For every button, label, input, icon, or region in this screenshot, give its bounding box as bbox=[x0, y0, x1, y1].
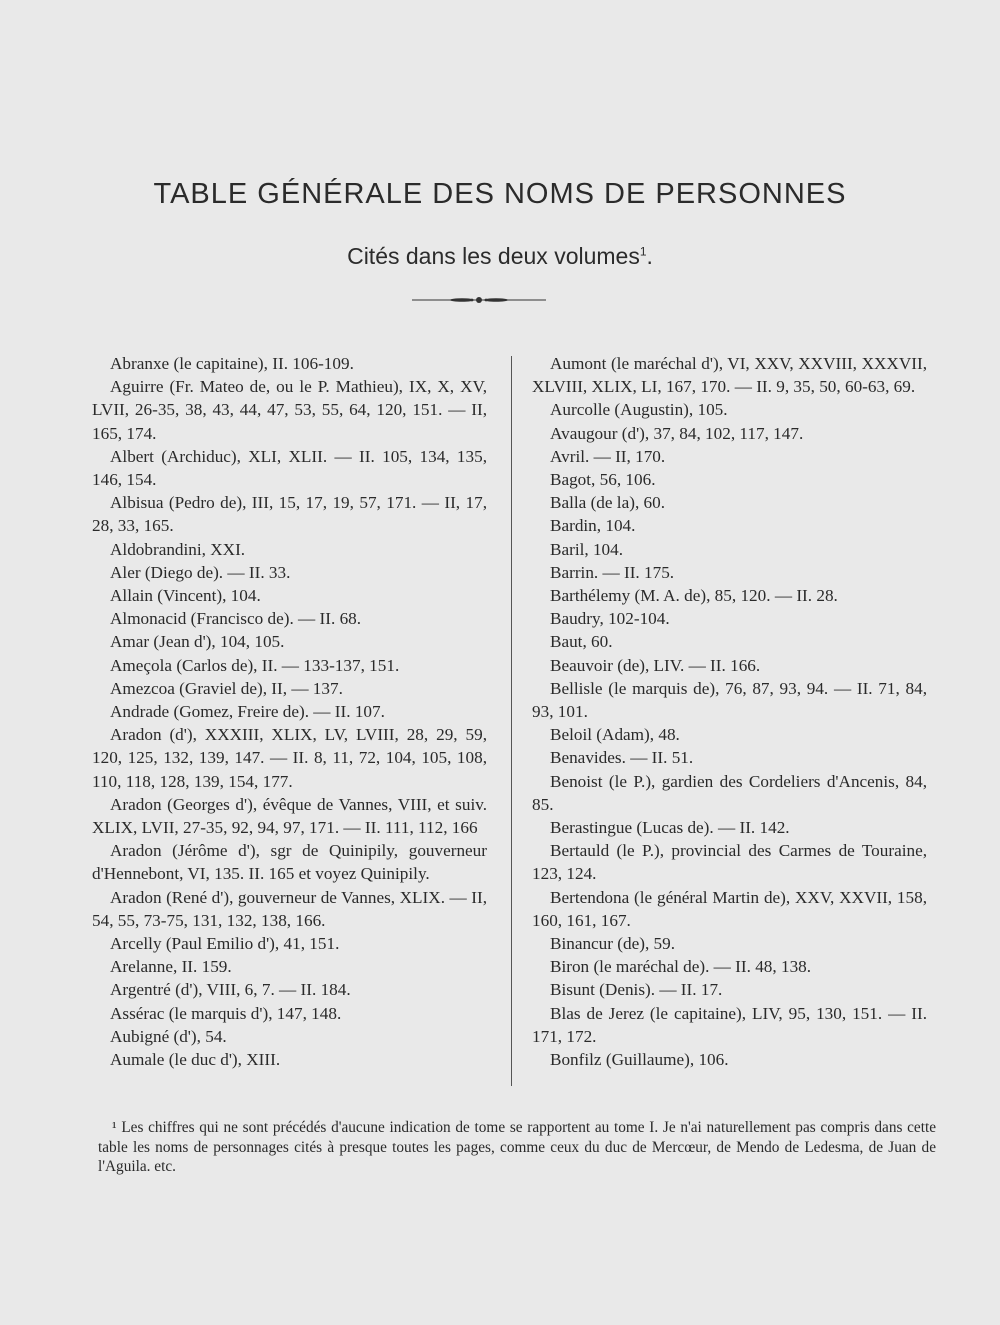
index-entry: Bellisle (le marquis de), 76, 87, 93, 94. — II. 71, 84, 93, 101. bbox=[532, 678, 927, 722]
column-divider bbox=[511, 356, 512, 1086]
index-entry: Aradon (René d'), gouverneur de Vannes, XLIX. — II, 54, 55, 73-75, 131, 132, 138, 166. bbox=[92, 887, 487, 930]
index-entry: Bertauld (le P.), provincial des Carmes de Touraine, 123, 124. bbox=[532, 841, 927, 884]
index-entry: Andrade (Gomez, Freire de). — II. 107. bbox=[110, 702, 385, 722]
index-entry: Blas de Jerez (le capitaine), LIV, 95, 130, 151. — II. 171, 172. bbox=[532, 1003, 927, 1046]
index-entry: Aurcolle (Augustin), 105. bbox=[550, 400, 728, 420]
index-entry: Argentré (d'), VIII, 6, 7. — II. 184. bbox=[110, 980, 351, 1000]
index-entry: Arcelly (Paul Emilio d'), 41, 151. bbox=[110, 934, 340, 954]
index-entry: Almonacid (Francisco de). — II. 68. bbox=[110, 609, 362, 629]
index-entry: Berastingue (Lucas de). — II. 142. bbox=[550, 818, 790, 838]
index-entry: Barrin. — II. 175. bbox=[550, 562, 675, 582]
index-entry: Albisua (Pedro de), III, 15, 17, 19, 57, 171. — II, 17, 28, 33, 165. bbox=[92, 493, 487, 536]
page-subtitle: Cités dans les deux volumes$^1$. bbox=[347, 243, 653, 269]
index-entry: Ameçola (Carlos de), II. — 133-137, 151. bbox=[110, 655, 400, 675]
index-entry: Biron (le maréchal de). — II. 48, 138. bbox=[550, 957, 812, 977]
index-entry: Baril, 104. bbox=[550, 539, 624, 559]
index-entry: Bagot, 56, 106. bbox=[550, 470, 656, 490]
index-column-right bbox=[532, 352, 927, 1071]
index-entry: Aumale (le duc d'), XIII. bbox=[110, 1050, 281, 1070]
index-entry: Beauvoir (de), LIV. — II. 166. bbox=[550, 655, 761, 675]
index-entry: Benoist (le P.), gardien des Cordeliers d'Ancenis, 84, 85. bbox=[532, 771, 927, 814]
index-entry: Aradon (Jérôme d'), sgr de Quinipily, gouverneur d'Hennebont, VI, 135. II. 165 et voyez Quinipily. bbox=[92, 841, 487, 884]
index-entry: Binancur (de), 59. bbox=[550, 934, 676, 954]
index-entry: Aler (Diego de). — II. 33. bbox=[110, 562, 291, 582]
index-entry: Baudry, 102-104. bbox=[550, 609, 670, 629]
footnote bbox=[98, 1118, 936, 1177]
index-entry: Avaugour (d'), 37, 84, 102, 117, 147. bbox=[550, 423, 804, 443]
index-entry: Balla (de la), 60. bbox=[550, 493, 666, 513]
index-entry: Amar (Jean d'), 104, 105. bbox=[110, 632, 285, 652]
index-entry: Bertendona (le général Martin de), XXV, XXVII, 158, 160, 161, 167. bbox=[532, 887, 927, 930]
subtitle-text: Cités dans les deux volumes bbox=[347, 243, 640, 269]
index-entry: Amezcoa (Graviel de), II, — 137. bbox=[110, 678, 343, 698]
index-entry: Bisunt (Denis). — II. 17. bbox=[550, 980, 723, 1000]
index-entry: Aubigné (d'), 54. bbox=[110, 1026, 227, 1046]
index-entry: Aradon (d'), XXXIII, XLIX, LV, LVIII, 28, 29, 59, 120, 125, 132, 139, 147. — II. 8, 11, 72, 104, 105, 108, 110, 118, 128, 139, 154, 177. bbox=[92, 725, 487, 791]
index-entry: Aradon (Georges d'), évêque de Vannes, VIII, et suiv. XLIX, LVII, 27-35, 92, 94, 97, 171. — II. 111, 112, 166 bbox=[92, 794, 487, 838]
footnote-mark: ¹ bbox=[112, 1119, 117, 1136]
index-entry: Beloil (Adam), 48. bbox=[550, 725, 680, 745]
index-entry: Avril. — II, 170. bbox=[550, 446, 666, 466]
subtitle-footnote-mark: 1 bbox=[639, 244, 647, 259]
index-entry: Abranxe (le capitaine), II. 106-109. bbox=[110, 354, 354, 373]
index-entry: Aldobrandini, XXI. bbox=[110, 539, 246, 559]
index-entry: Bonfilz (Guillaume), 106. bbox=[550, 1050, 729, 1070]
index-entry: Baut, 60. bbox=[550, 632, 613, 652]
index-entry: Barthélemy (M. A. de), 85, 120. — II. 28. bbox=[550, 586, 838, 606]
page-title: TABLE GÉNÉRALE DES NOMS DE PERSONNES bbox=[153, 178, 847, 210]
index-entry: Albert (Archiduc), XLI, XLII. — II. 105, 134, 135, 146, 154. bbox=[92, 446, 487, 490]
index-entry: Arelanne, II. 159. bbox=[110, 957, 232, 977]
ornament-divider bbox=[412, 296, 546, 304]
index-entry: Bardin, 104. bbox=[550, 516, 636, 536]
index-entry: Assérac (le marquis d'), 147, 148. bbox=[110, 1003, 342, 1023]
index-column-left bbox=[92, 352, 487, 1071]
index-entry: Benavides. — II. 51. bbox=[550, 748, 694, 768]
index-entry: Aguirre (Fr. Mateo de, ou le P. Mathieu), IX, X, XV, LVII, 26-35, 38, 43, 44, 47, 53, 55, 64, 120, 151. — II, 165, 174. bbox=[92, 377, 487, 443]
index-entry: Allain (Vincent), 104. bbox=[110, 586, 261, 606]
index-entry: Aumont (le maréchal d'), VI, XXV, XXVIII, XXXVII, XLVIII, XLIX, LI, 167, 170. — II. 9, 35, 50, 60-63, 69. bbox=[532, 354, 927, 397]
footnote-text: Les chiffres qui ne sont précédés d'aucune indication de tome se rapportent au tome I. Je n'ai naturellement pas compris dans cette table les noms de personnages cités à presque toutes les pages, comme ceux du duc de Mercœur, de Mendo de Ledesma, de Juan de l'Aguila. etc. bbox=[98, 1119, 937, 1175]
